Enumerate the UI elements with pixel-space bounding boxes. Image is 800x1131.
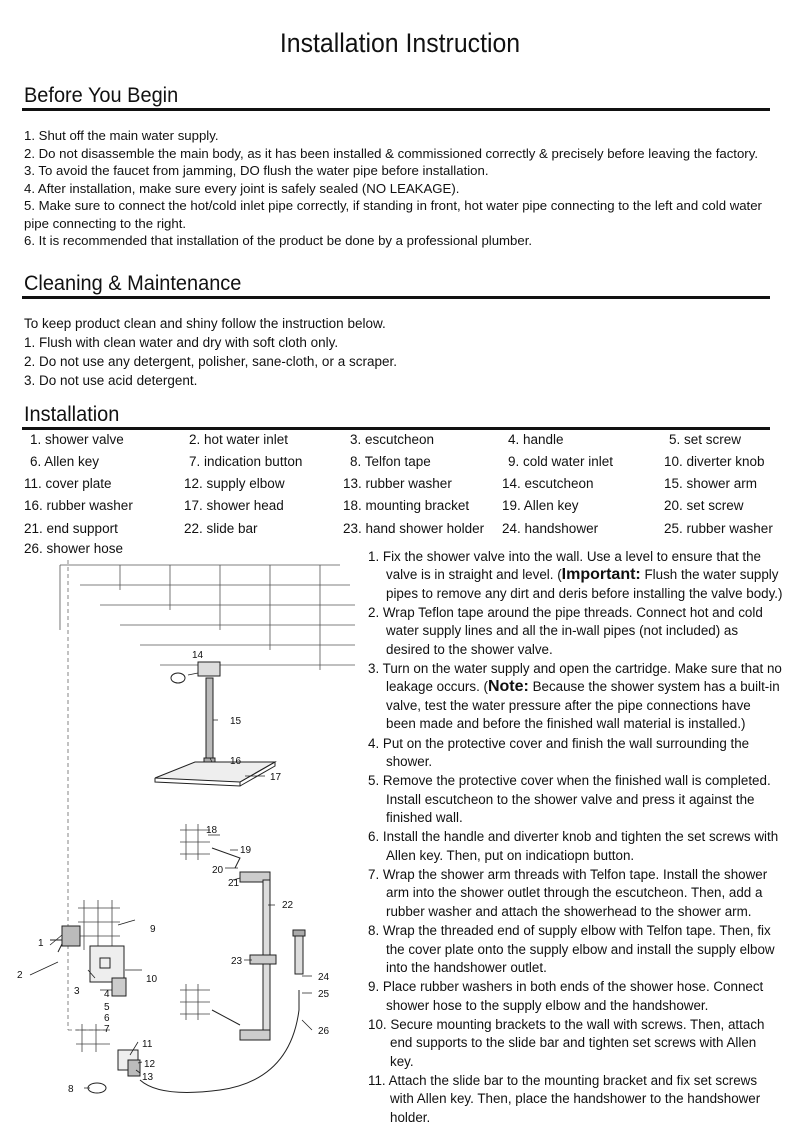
part-item: 6. Allen key [30, 454, 100, 469]
part-item: 8. Telfon tape [350, 454, 431, 469]
part-item: 4. handle [508, 432, 564, 447]
cleaning-item: 3. Do not use acid detergent. [24, 373, 198, 388]
installation-diagram [0, 550, 370, 1131]
part-item: 20. set screw [664, 498, 744, 513]
before-item: 6. It is recommended that installation of the product be done by a professional plumber. [24, 233, 533, 248]
diagram-label: 9 [150, 924, 156, 935]
diagram-label: 22 [282, 900, 294, 911]
part-item: 25. rubber washer [664, 521, 773, 536]
part-item: 12. supply elbow [184, 476, 285, 491]
cleaning-heading: Cleaning & Maintenance [24, 272, 242, 295]
step-item: 9. Place rubber washers in both ends of the shower hose. Connect shower hose to the supply elbow and the handshower. [368, 979, 764, 1013]
wall-grid [60, 565, 355, 670]
part-item: 15. shower arm [664, 476, 758, 491]
part-item: 23. hand shower holder [343, 521, 485, 536]
step-item: 7. Wrap the shower arm threads with Telfon tape. Install the shower arm into the shower outlet through the escutcheon. Then, add a rubber washer and attach the showerhead to the shower arm. [368, 867, 768, 919]
before-item: 3. To avoid the faucet from jamming, DO flush the water pipe before installation. [24, 163, 489, 178]
part-item: 19. Allen key [502, 498, 579, 513]
before-rule [22, 108, 770, 111]
diagram-label: 13 [142, 1072, 154, 1083]
page-title: Installation Instruction [279, 28, 521, 58]
part-item: 13. rubber washer [343, 476, 452, 491]
diagram-label: 15 [230, 716, 242, 727]
diagram-label: 1 [38, 938, 44, 949]
step-item: 5. Remove the protective cover when the finished wall is completed. Install escutcheon to the shower valve and press it against the finished wall. [368, 773, 771, 825]
diagram-label: 24 [318, 972, 330, 983]
part-item: 22. slide bar [184, 521, 258, 536]
installation-heading: Installation [24, 403, 120, 426]
step-item: 3. Turn on the water supply and open the cartridge. Make sure that no leakage occurs. (Note: Because the shower system has a built-in valve, test the water pressure after the pipe connections have been made and before the finished wall material is installed.) [368, 661, 782, 732]
slide-bar-assembly [140, 848, 305, 1092]
installation-steps [368, 548, 783, 1128]
cleaning-list [24, 314, 784, 390]
diagram-label: 4 [104, 989, 110, 1000]
cleaning-rule [22, 296, 770, 299]
diagram-label: 18 [206, 825, 218, 836]
part-item: 24. handshower [502, 521, 599, 536]
diagram-label: 23 [231, 956, 243, 967]
part-item: 26. shower hose [24, 541, 124, 556]
step-item: 8. Wrap the threaded end of supply elbow with Telfon tape. Then, fix the cover plate onto the supply elbow and install the supply elbow into the handshower outlet. [368, 923, 775, 975]
step-item: 10. Secure mounting brackets to the wall with screws. Then, attach end supports to the slide bar and tighten set screws with Allen key. [368, 1017, 765, 1069]
diagram-label: 14 [192, 650, 204, 661]
parts-list [24, 430, 784, 560]
bracket-grids [76, 824, 210, 1052]
part-item: 3. escutcheon [350, 432, 435, 447]
part-item: 9. cold water inlet [508, 454, 614, 469]
diagram-labels [17, 650, 330, 1095]
step-item: 11. Attach the slide bar to the mounting bracket and fix set screws with Allen key. Then, place the handshower to the handshower holder. [368, 1073, 761, 1125]
diagram-label: 19 [240, 845, 252, 856]
part-item: 18. mounting bracket [343, 498, 470, 513]
before-list [24, 127, 784, 250]
cleaning-item: 2. Do not use any detergent, polisher, sane-cloth, or a scraper. [24, 354, 397, 369]
cleaning-item: 1. Flush with clean water and dry with soft cloth only. [24, 335, 339, 350]
step-item: 4. Put on the protective cover and finish the wall surrounding the shower. [368, 735, 750, 769]
diagram-label: 8 [68, 1084, 74, 1095]
diagram-label: 11 [142, 1039, 153, 1050]
diagram-label: 6 [104, 1013, 110, 1024]
step-item: 1. Fix the shower valve into the wall. Use a level to ensure that the valve is in straight and level. (Important: Flush the water supply pipes to remove any dirt and deris before installing the valve body.) [368, 549, 783, 601]
part-item: 17. shower head [184, 498, 284, 513]
part-item: 2. hot water inlet [189, 432, 289, 447]
diagram-label: 5 [104, 1002, 110, 1013]
before-item: 4. After installation, make sure every joint is safely sealed (NO LEAKAGE). [24, 180, 460, 196]
before-heading: Before You Begin [24, 84, 179, 107]
part-item: 14. escutcheon [502, 476, 594, 491]
step-item: 2. Wrap Teflon tape around the pipe threads. Connect hot and cold water supply lines and all the in-wall pipes (not included) as desired to the shower valve. [368, 605, 763, 657]
cleaning-item: To keep product clean and shiny follow the instruction below. [24, 316, 386, 331]
diagram-label: 7 [104, 1024, 110, 1035]
diagram-label: 10 [146, 974, 158, 985]
diagram-label: 12 [144, 1059, 156, 1070]
diagram-label: 21 [228, 878, 240, 889]
part-item: 16. rubber washer [24, 498, 133, 513]
part-item: 7. indication button [189, 454, 303, 469]
diagram-label: 2 [17, 970, 23, 981]
part-item: 21. end support [24, 521, 118, 536]
step-item: 6. Install the handle and diverter knob and tighten the set screws with Allen key. Then, put on indicatiopn button. [368, 829, 779, 863]
part-item: 1. shower valve [30, 432, 124, 447]
before-item: 2. Do not disassemble the main body, as it has been installed & commissioned correctly & precisely before leaving the factory. [24, 145, 758, 161]
part-item: 5. set screw [669, 432, 742, 447]
part-item: 11. cover plate [24, 476, 112, 491]
before-item: 5. Make sure to connect the hot/cold inlet pipe correctly, if standing in front, hot water pipe connecting to the left and cold water pipe connecting to the right. [24, 198, 762, 231]
before-item: 1. Shut off the main water supply. [24, 128, 219, 143]
diagram-label: 16 [230, 756, 242, 767]
diagram-label: 20 [212, 865, 224, 876]
shower-arm-assembly [155, 662, 275, 786]
diagram-label: 17 [270, 772, 282, 783]
diagram-label: 3 [74, 986, 80, 997]
diagram-label: 25 [318, 989, 330, 1000]
valve-assembly [50, 926, 140, 1093]
part-item: 10. diverter knob [664, 454, 765, 469]
diagram-label: 26 [318, 1026, 330, 1037]
